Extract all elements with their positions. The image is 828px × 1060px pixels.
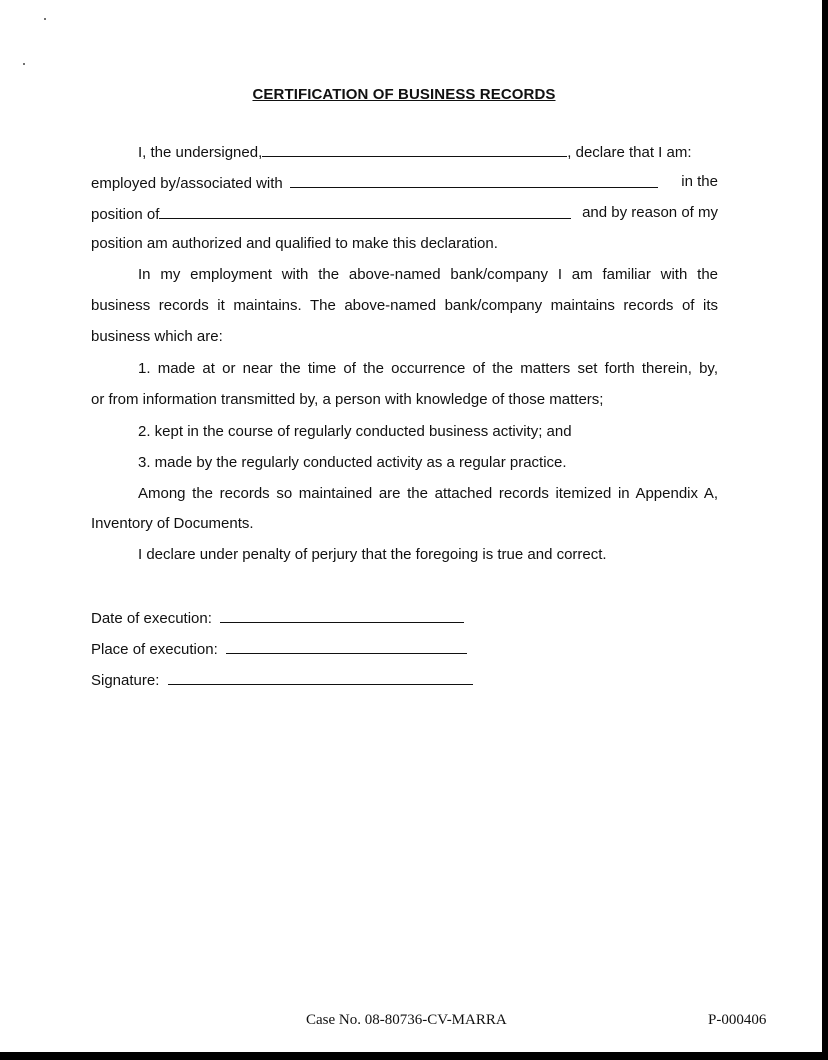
records-line-1: Among the records so maintained are the attached records itemized in Appendix A, bbox=[138, 485, 718, 502]
scan-speck bbox=[44, 18, 46, 20]
place-field[interactable] bbox=[226, 638, 467, 654]
date-of-execution-row bbox=[91, 607, 464, 629]
item-1-line-1: 1. made at or near the time of the occurrence of the matters set forth therein, by, bbox=[138, 360, 718, 377]
in-the-text: in the bbox=[681, 173, 718, 190]
date-field[interactable] bbox=[220, 607, 464, 623]
declare-text: , declare that I am: bbox=[567, 144, 692, 161]
scan-edge-right bbox=[822, 0, 828, 1060]
item-3: 3. made by the regularly conducted activity as a regular practice. bbox=[138, 454, 567, 471]
signature-row bbox=[91, 669, 473, 691]
item-2: 2. kept in the course of regularly conducted business activity; and bbox=[138, 423, 572, 440]
place-label: Place of execution: bbox=[91, 641, 218, 658]
position-blank[interactable] bbox=[159, 203, 571, 219]
item-1-line-2: or from information transmitted by, a person with knowledge of those matters; bbox=[91, 391, 604, 408]
date-label: Date of execution: bbox=[91, 610, 212, 627]
scan-speck bbox=[23, 63, 25, 65]
case-number: Case No. 08-80736-CV-MARRA bbox=[306, 1012, 507, 1028]
intro-text: I, the undersigned, bbox=[138, 144, 263, 161]
familiarity-line-2: business records it maintains. The above-named bank/company maintains records of its bbox=[91, 297, 718, 314]
perjury-statement: I declare under penalty of perjury that the foregoing is true and correct. bbox=[138, 546, 607, 563]
document-title: CERTIFICATION OF BUSINESS RECORDS bbox=[252, 86, 556, 103]
signature-field[interactable] bbox=[168, 669, 473, 685]
authorized-line: position am authorized and qualified to make this declaration. bbox=[91, 235, 498, 252]
declarant-line-2 bbox=[91, 172, 718, 194]
page-id: P-000406 bbox=[708, 1012, 767, 1028]
scan-edge-bottom bbox=[0, 1052, 828, 1060]
familiarity-line-1: In my employment with the above-named bank/company I am familiar with the bbox=[138, 266, 718, 283]
by-reason-text: and by reason of my bbox=[582, 204, 718, 221]
records-line-2: Inventory of Documents. bbox=[91, 515, 254, 532]
signature-label: Signature: bbox=[91, 672, 160, 689]
position-of-text: position of bbox=[91, 206, 160, 223]
familiarity-line-3: business which are: bbox=[91, 328, 223, 345]
declarant-line-1 bbox=[91, 141, 718, 163]
declarant-line-3 bbox=[91, 203, 718, 225]
employer-blank[interactable] bbox=[290, 172, 658, 188]
place-of-execution-row bbox=[91, 638, 467, 660]
name-blank[interactable] bbox=[262, 141, 567, 157]
employed-text: employed by/associated with bbox=[91, 175, 283, 192]
